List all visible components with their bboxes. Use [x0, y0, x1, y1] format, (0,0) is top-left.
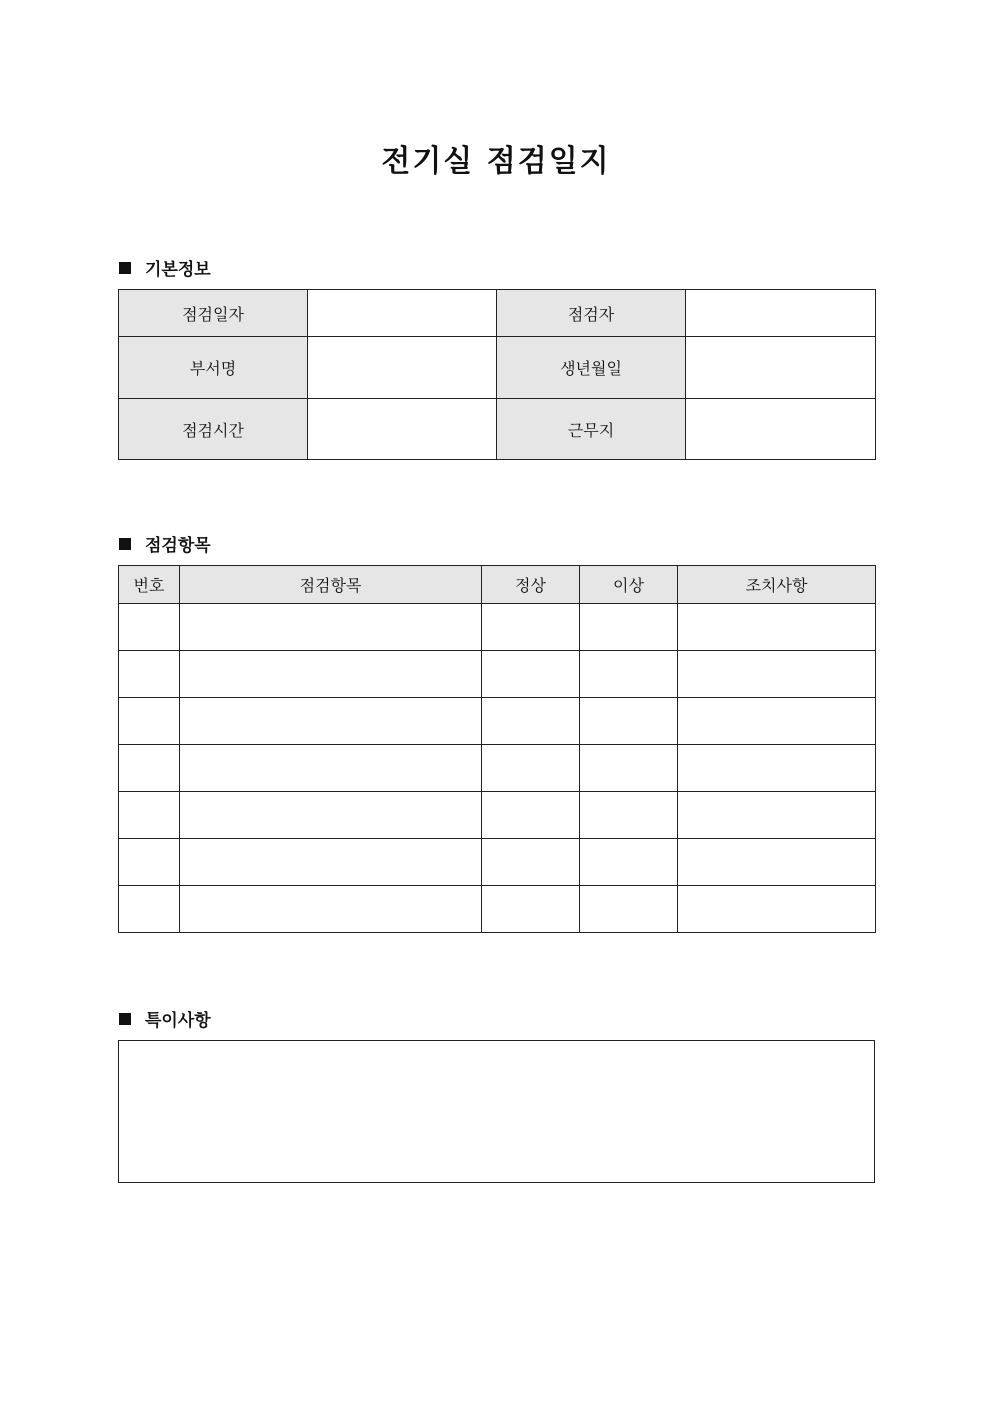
row-number-cell[interactable]	[119, 792, 180, 839]
column-header-item: 점검항목	[180, 566, 482, 604]
table-row	[119, 839, 876, 886]
inspector-field[interactable]	[686, 290, 876, 337]
inspection-items-table	[118, 565, 876, 933]
normal-cell[interactable]	[482, 792, 580, 839]
table-row	[119, 886, 876, 933]
table-row	[119, 698, 876, 745]
remarks-heading-label: 특이사항	[145, 1011, 211, 1031]
normal-cell[interactable]	[482, 839, 580, 886]
inspector-label: 점검자	[497, 290, 686, 337]
row-number-cell[interactable]	[119, 698, 180, 745]
inspection-items-heading-label: 점검항목	[145, 536, 211, 556]
item-cell[interactable]	[180, 651, 482, 698]
inspection-time-label: 점검시간	[119, 399, 308, 460]
page-title: 전기실 점검일지	[381, 144, 611, 179]
square-bullet-icon	[119, 262, 131, 274]
action-cell[interactable]	[678, 604, 876, 651]
item-cell[interactable]	[180, 792, 482, 839]
column-header-normal: 정상	[482, 566, 580, 604]
table-row	[119, 651, 876, 698]
table-header-row	[119, 566, 876, 604]
item-cell[interactable]	[180, 604, 482, 651]
item-cell[interactable]	[180, 698, 482, 745]
row-number-cell[interactable]	[119, 839, 180, 886]
department-label: 부서명	[119, 337, 308, 399]
basic-info-row	[119, 399, 876, 460]
abnormal-cell[interactable]	[580, 698, 678, 745]
row-number-cell[interactable]	[119, 745, 180, 792]
normal-cell[interactable]	[482, 886, 580, 933]
action-cell[interactable]	[678, 839, 876, 886]
inspection-date-field[interactable]	[308, 290, 497, 337]
action-cell[interactable]	[678, 745, 876, 792]
basic-info-heading-label: 기본정보	[145, 260, 211, 280]
basic-info-row	[119, 337, 876, 399]
action-cell[interactable]	[678, 698, 876, 745]
table-row	[119, 792, 876, 839]
item-cell[interactable]	[180, 745, 482, 792]
row-number-cell[interactable]	[119, 651, 180, 698]
row-number-cell[interactable]	[119, 604, 180, 651]
abnormal-cell[interactable]	[580, 792, 678, 839]
table-row	[119, 604, 876, 651]
workplace-field[interactable]	[686, 399, 876, 460]
birthdate-label: 생년월일	[497, 337, 686, 399]
birthdate-field[interactable]	[686, 337, 876, 399]
normal-cell[interactable]	[482, 698, 580, 745]
inspection-items-heading	[119, 531, 211, 556]
basic-info-row	[119, 290, 876, 337]
row-number-cell[interactable]	[119, 886, 180, 933]
inspection-time-field[interactable]	[308, 399, 497, 460]
remarks-heading	[119, 1006, 211, 1031]
item-cell[interactable]	[180, 886, 482, 933]
abnormal-cell[interactable]	[580, 839, 678, 886]
inspection-date-label: 점검일자	[119, 290, 308, 337]
column-header-action: 조치사항	[678, 566, 876, 604]
table-row	[119, 745, 876, 792]
basic-info-table	[118, 289, 876, 460]
column-header-number: 번호	[119, 566, 180, 604]
abnormal-cell[interactable]	[580, 886, 678, 933]
square-bullet-icon	[119, 1013, 131, 1025]
abnormal-cell[interactable]	[580, 651, 678, 698]
normal-cell[interactable]	[482, 651, 580, 698]
column-header-abnormal: 이상	[580, 566, 678, 604]
remarks-box[interactable]	[118, 1040, 875, 1183]
action-cell[interactable]	[678, 651, 876, 698]
square-bullet-icon	[119, 538, 131, 550]
department-field[interactable]	[308, 337, 497, 399]
normal-cell[interactable]	[482, 745, 580, 792]
abnormal-cell[interactable]	[580, 604, 678, 651]
item-cell[interactable]	[180, 839, 482, 886]
abnormal-cell[interactable]	[580, 745, 678, 792]
normal-cell[interactable]	[482, 604, 580, 651]
action-cell[interactable]	[678, 792, 876, 839]
basic-info-heading	[119, 255, 211, 280]
workplace-label: 근무지	[497, 399, 686, 460]
action-cell[interactable]	[678, 886, 876, 933]
